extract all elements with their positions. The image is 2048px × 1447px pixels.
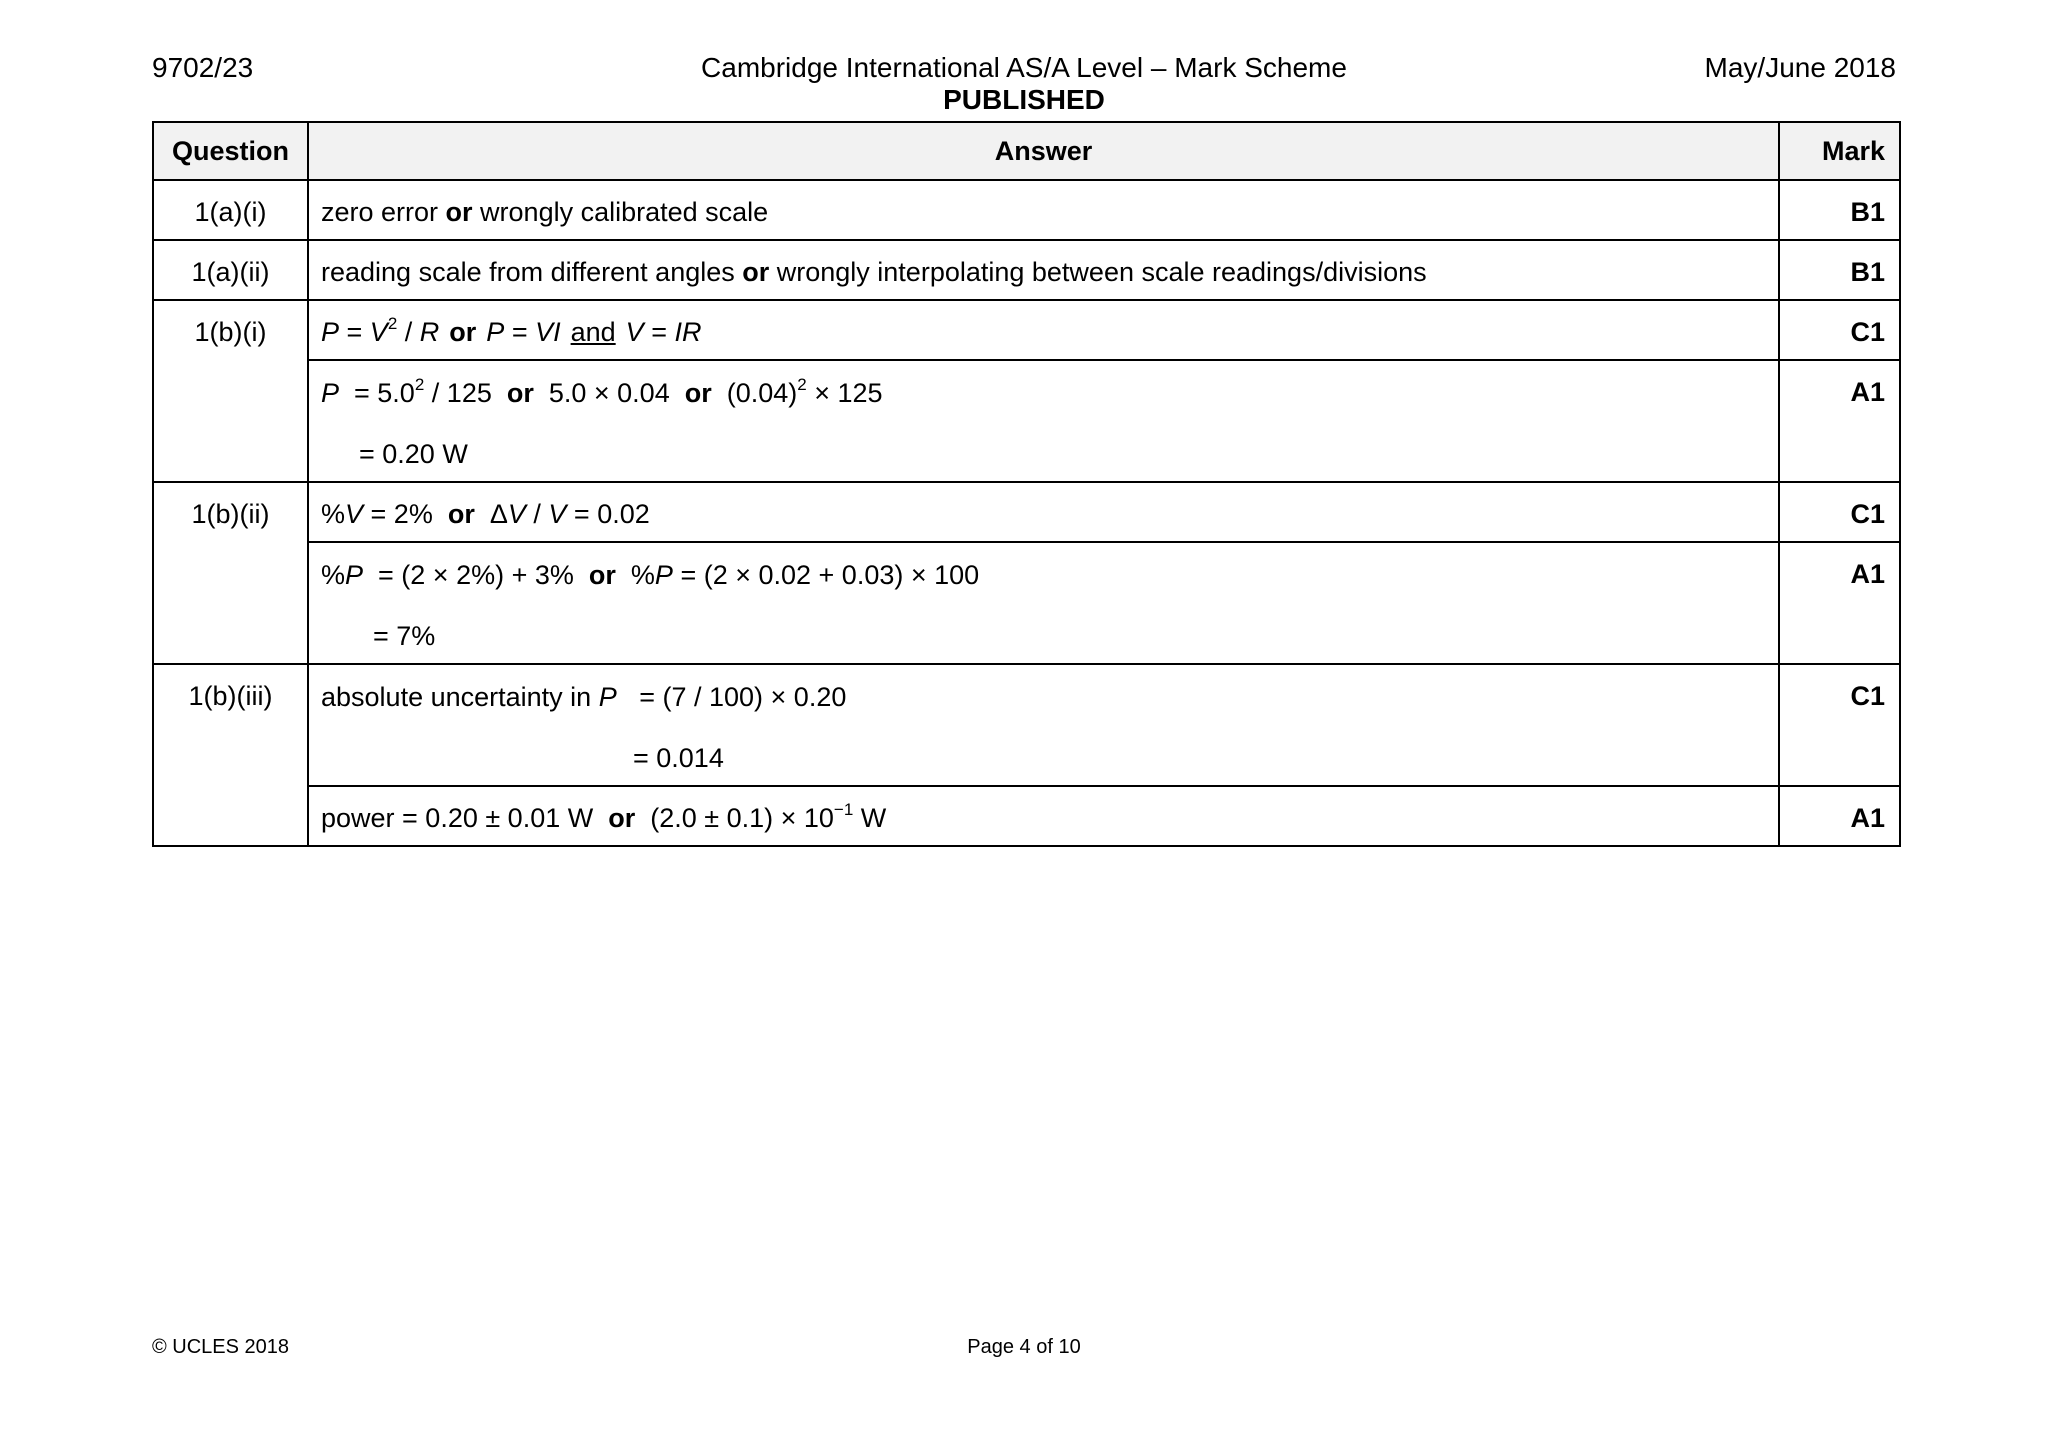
math-expr: = 2%	[363, 499, 448, 529]
question-number: 1(b)(iii)	[153, 664, 308, 846]
table-row	[153, 664, 1900, 786]
mark-scheme-table	[152, 121, 1901, 847]
math-expr: / 125	[424, 378, 507, 408]
math-expr: Δ	[474, 499, 508, 529]
question-number: 1(b)(ii)	[153, 482, 308, 664]
math-var: P	[345, 560, 364, 590]
answer-cell	[308, 180, 1779, 240]
math-op: =	[504, 317, 536, 347]
answer-result: = 7%	[373, 621, 436, 651]
math-expr: (0.04)	[711, 378, 798, 408]
math-expr: %	[615, 560, 655, 590]
math-var: V	[369, 317, 388, 347]
mark-value: A1	[1779, 360, 1900, 482]
or-keyword: or	[447, 499, 475, 529]
table-row	[153, 240, 1900, 300]
answer-result: = 0.20 W	[359, 439, 468, 469]
math-expr: W	[853, 803, 887, 833]
answer-line	[321, 377, 1766, 438]
answer-line	[321, 559, 1766, 620]
math-expr: = 0.02	[566, 499, 650, 529]
answer-text: wrongly calibrated scale	[472, 197, 769, 227]
math-var: R	[419, 317, 440, 347]
answer-result: = 0.014	[633, 743, 724, 773]
exam-session: May/June 2018	[1704, 52, 1896, 83]
math-op: =	[643, 317, 675, 347]
exponent: 2	[797, 375, 807, 394]
answer-cell	[308, 482, 1779, 542]
math-var: V	[345, 499, 364, 529]
math-var: V	[625, 317, 644, 347]
or-keyword: or	[506, 378, 534, 408]
mark-value: A1	[1779, 542, 1900, 664]
exponent: 2	[414, 375, 425, 394]
math-expr: = (7 / 100) × 0.20	[616, 682, 847, 712]
mark-value: C1	[1779, 300, 1900, 360]
mark-value: C1	[1779, 482, 1900, 542]
page-number: Page 4 of 10	[967, 1336, 1081, 1358]
math-expr: = (2 × 0.02 + 0.03) × 100	[672, 560, 980, 590]
math-expr: (2.0 ± 0.1) × 10	[635, 803, 834, 833]
table-row	[153, 360, 1900, 482]
math-op: =	[339, 317, 370, 347]
or-keyword: or	[449, 317, 477, 347]
question-number: 1(b)(i)	[153, 300, 308, 482]
math-var: P	[486, 317, 505, 347]
or-keyword: or	[684, 378, 712, 408]
answer-text: zero error	[321, 197, 446, 227]
table-row	[153, 300, 1900, 360]
published-label: PUBLISHED	[943, 84, 1105, 115]
answer-cell	[308, 542, 1779, 664]
answer-column-header: Answer	[308, 122, 1779, 180]
math-expr: = 5.0	[339, 378, 415, 408]
math-expr: power = 0.20 ± 0.01 W	[321, 803, 609, 833]
mark-value: A1	[1779, 786, 1900, 846]
math-var: VI	[535, 317, 561, 347]
answer-text: reading scale from different angles	[321, 257, 743, 287]
or-keyword: or	[588, 560, 616, 590]
answer-cell	[308, 300, 1779, 360]
math-var: IR	[674, 317, 702, 347]
answer-cell	[308, 240, 1779, 300]
document-title: Cambridge International AS/A Level – Mark Scheme	[701, 52, 1347, 83]
question-number: 1(a)(i)	[153, 180, 308, 240]
math-expr: = (2 × 2%) + 3%	[363, 560, 589, 590]
math-expr: 5.0 × 0.04	[533, 378, 685, 408]
mark-value: B1	[1779, 240, 1900, 300]
answer-cell	[308, 664, 1779, 786]
or-keyword: or	[608, 803, 636, 833]
mark-value: B1	[1779, 180, 1900, 240]
math-var: V	[507, 499, 526, 529]
answer-text: wrongly interpolating between scale readings/divisions	[769, 257, 1427, 287]
or-keyword: or	[445, 197, 473, 227]
or-keyword: or	[742, 257, 770, 287]
math-var: V	[548, 499, 567, 529]
exam-code: 9702/23	[152, 52, 254, 83]
math-op: %	[321, 560, 346, 590]
exponent: −1	[833, 800, 854, 819]
table-row	[153, 542, 1900, 664]
exponent: 2	[387, 314, 398, 333]
math-op: /	[525, 499, 549, 529]
mark-value: C1	[1779, 664, 1900, 786]
answer-line	[321, 681, 1766, 742]
copyright: © UCLES 2018	[152, 1336, 290, 1358]
table-row	[153, 482, 1900, 542]
math-var: P	[321, 317, 340, 347]
table-row	[153, 180, 1900, 240]
math-var: P	[654, 560, 673, 590]
math-op: %	[321, 499, 346, 529]
answer-text: absolute uncertainty in	[321, 682, 599, 712]
math-var: P	[598, 682, 617, 712]
table-header-row	[153, 122, 1900, 180]
mark-column-header: Mark	[1779, 122, 1900, 180]
and-keyword: and	[570, 317, 616, 347]
answer-cell	[308, 360, 1779, 482]
answer-cell	[308, 786, 1779, 846]
table-row	[153, 786, 1900, 846]
question-number: 1(a)(ii)	[153, 240, 308, 300]
math-var: P	[321, 378, 340, 408]
question-column-header: Question	[153, 122, 308, 180]
math-op: /	[397, 317, 420, 347]
math-expr: × 125	[806, 378, 883, 408]
